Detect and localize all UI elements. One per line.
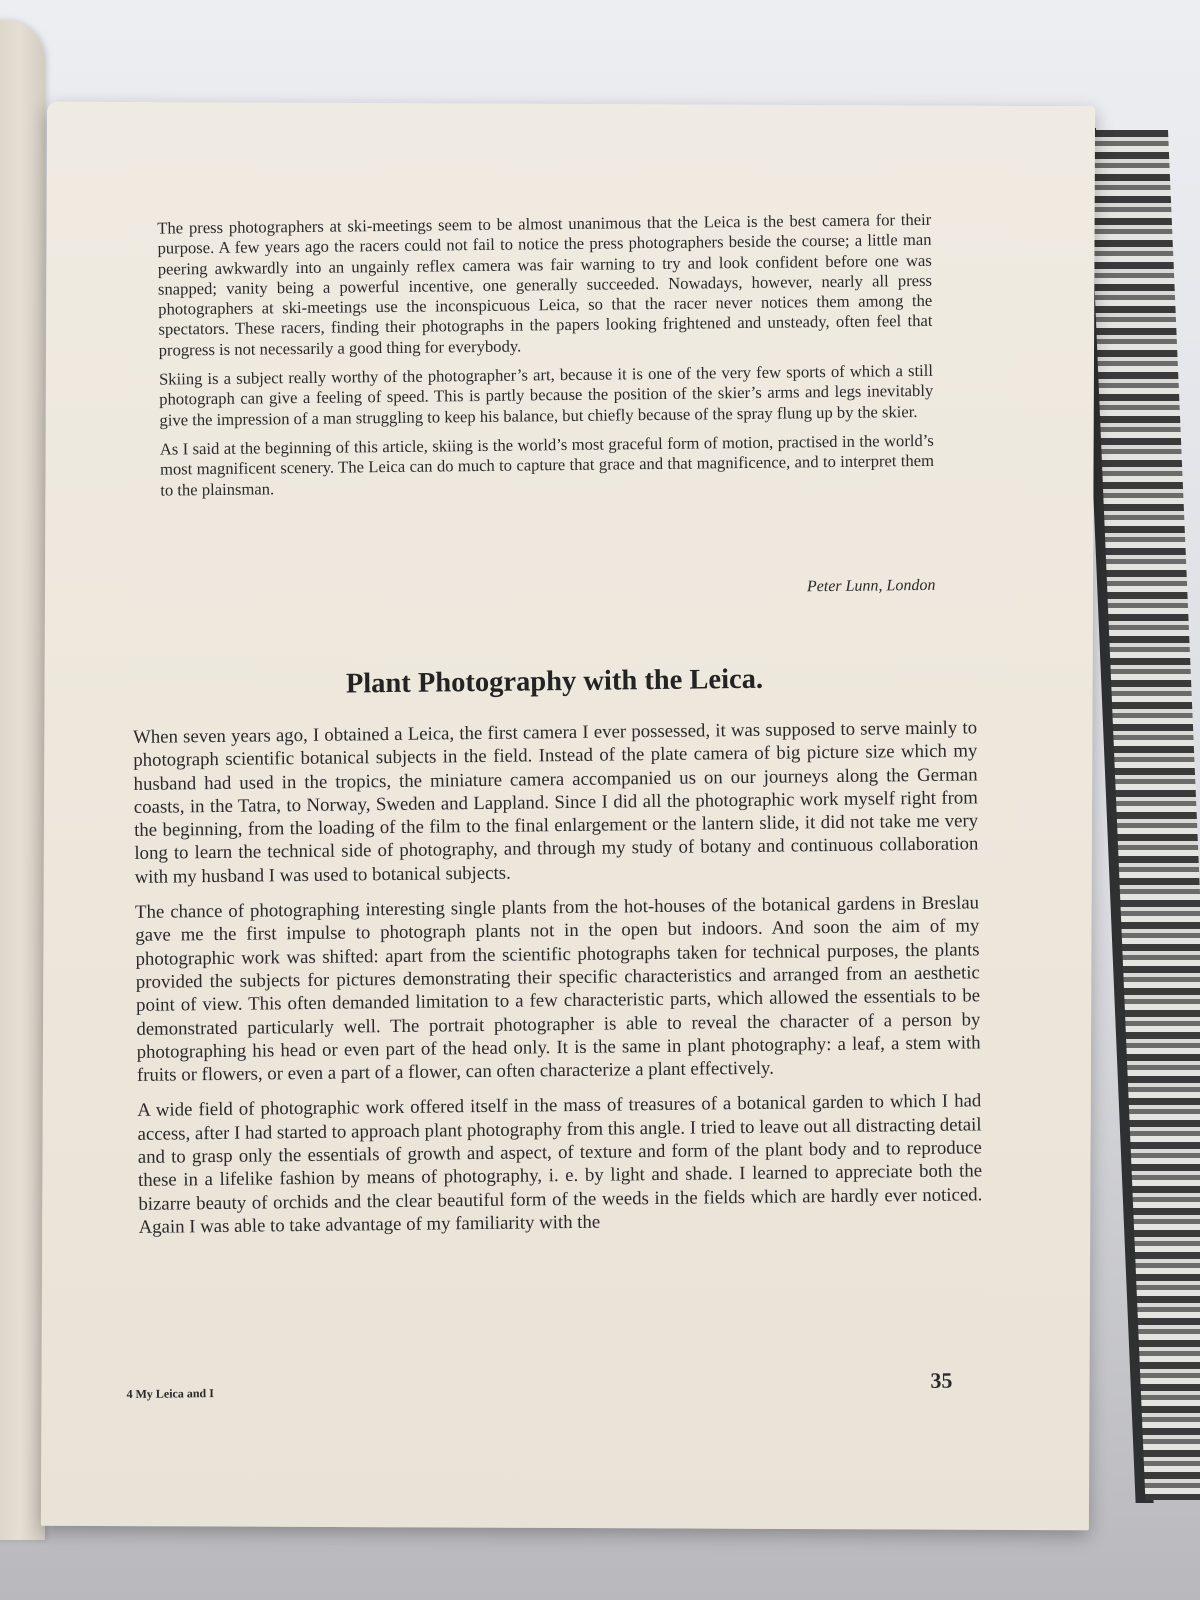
book-page [41, 102, 1095, 1531]
author-byline: Peter Lunn, London [806, 576, 936, 596]
signature-mark: 4 My Leica and I [126, 1386, 214, 1402]
page-content [36, 98, 1100, 1534]
book-cover-edge [1088, 130, 1200, 1500]
intro-paragraph: Skiing is a subject really worthy of the photographer’s art, because it is one of the very few sports of which a still photograph can give a feeling of speed. This is partly because the position of the skier’s arms and legs inevitably give the impression of a man struggling to keep his balance, but chiefly because of the spray flung up by the skier. [158, 360, 934, 430]
intro-section [157, 210, 934, 510]
article-paragraph: When seven years ago, I obtained a Leica, the first camera I ever possessed, it was supposed to serve mainly to photograph scientific botanical subjects in the field. Instead of the plate camera of big picture size which my husband had used in the tropics, the miniature camera accompanied us on our journeys along the German coasts, in the Tatra, to Norway, Sweden and Lappland. Since I did all the photographic work myself right from the beginning, from the loading of the film to the final enlargement or the lantern slide, it did not take me very long to learn the technical side of photography, and through my study of botany and continuous collaboration with my husband I was used to botanical subjects. [132, 717, 979, 888]
article-paragraph: The chance of photographing interesting single plants from the hot-houses of the botanical gardens in Breslau gave me the first impulse to photograph plants not in the open but indoors. And soon the aim of my photographic work was shifted: apart from the scientific photographs taken for technical purposes, the plants provided the subjects for pictures demonstrating their specific characteristics and arranged from an aesthetic point of view. This often demanded limitation to a few characteristic parts, which allowed the essentials to be demonstrated particularly well. The portrait photographer is able to reveal the character of a person by photographing his head or even part of the head only. It is the same in plant photography: a leaf, a stem with fruits or flowers, or even a part of a flower, can often characterize a plant effectively. [134, 892, 981, 1087]
article-title: Plant Photography with the Leica. [345, 663, 764, 700]
page-number: 35 [930, 1367, 953, 1393]
article-paragraph: A wide field of photographic work offered itself in the mass of treasures of a botanical garden to which I had access, after I had started to approach plant photography from this angle. I tried to leave out all distracting detail and to grasp only the essentials of growth and aspect, of texture and form of the plant body and to reproduce these in a lifelike fashion by means of photography, i. e. by light and shade. I learned to appreciate both the bizarre beauty of orchids and the clear beautiful form of the weeds in the fields which are hardly ever noticed. Again I was able to take advantage of my familiarity with the [137, 1090, 983, 1238]
intro-paragraph: The press photographers at ski-meetings seem to be almost unanimous that the Leica is the best camera for their purpose. A few years ago the racers could not fail to notice the press photographers beside the course; a little man peering awkwardly into an ungainly reflex camera was fair warning to try and look confident before one was snapped; vanity being a powerful incentive, one generally succeeded. Nowadays, however, nearly all press photographers at ski-meetings use the inconspicuous Leica, so that the racer never notices them among the spectators. These racers, finding their photographs in the papers looking frightened and unsteady, often feel that progress is not necessarily a good thing for everybody. [157, 209, 933, 360]
intro-paragraph: As I said at the beginning of this article, skiing is the world’s most graceful form of motion, practised in the world’s most magnificent scenery. The Leica can do much to capture that grace and that magnificence, and to interpret them to the plainsman. [159, 430, 935, 500]
article-body [133, 716, 983, 1251]
